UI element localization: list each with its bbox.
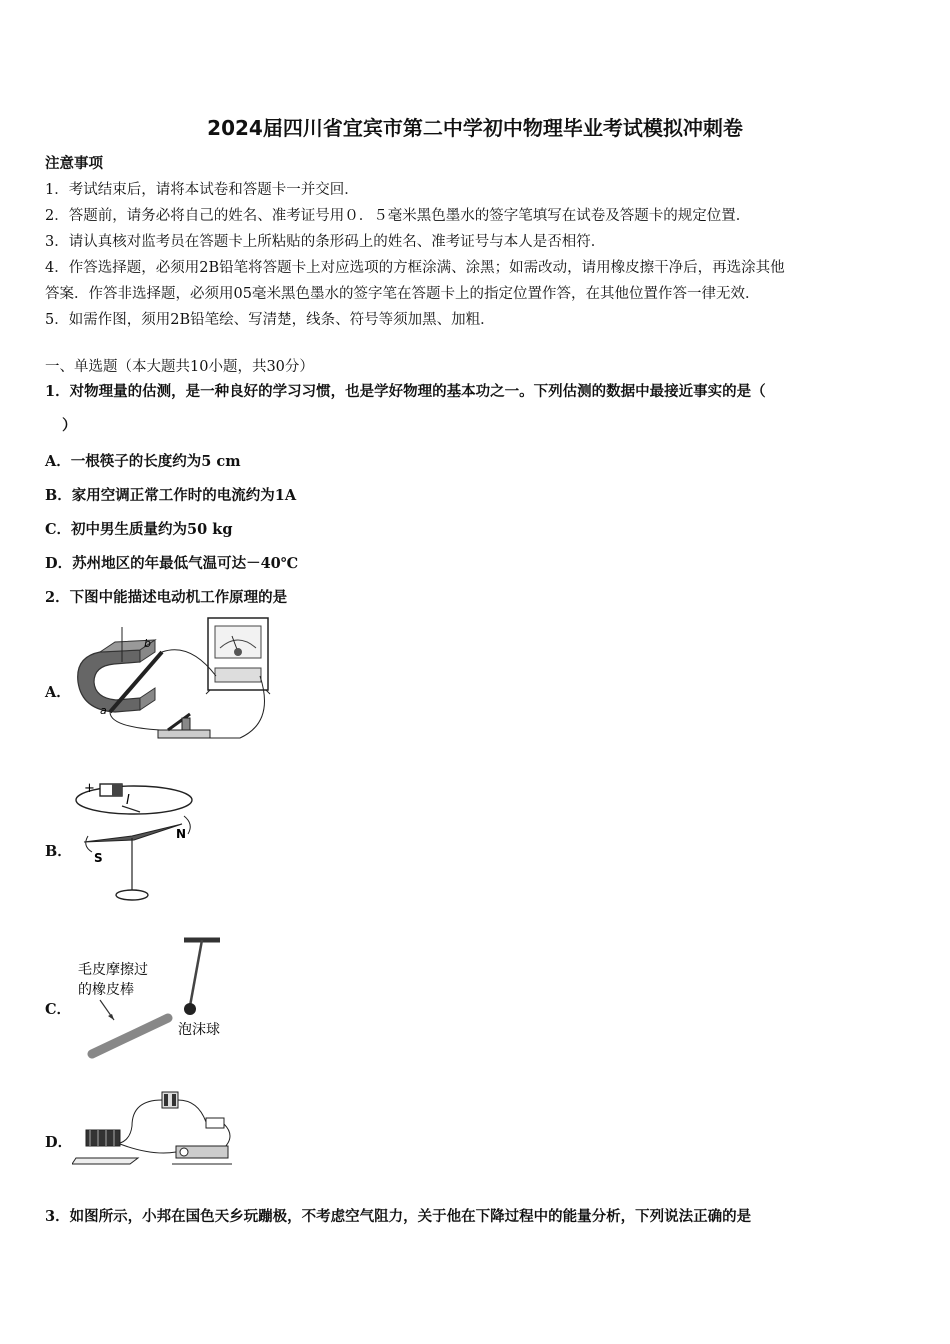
rod-label-line-2: 的橡皮棒 bbox=[78, 982, 134, 998]
rod-label-line-1: 毛皮摩擦过 bbox=[78, 962, 148, 978]
q2-option-c-label: C． bbox=[45, 1001, 72, 1018]
notice-item: 2．答题前，请务必将自己的姓名、准考证号用０．５毫米黑色墨水的签字笔填写在试卷及答题卡的规定位置． bbox=[45, 208, 751, 224]
q1-option-d: D．苏州地区的年最低气温可达－40℃ bbox=[45, 555, 299, 572]
notice-item: 3．请认真核对监考员在答题卡上所粘贴的条形码上的姓名、准考证号与本人是否相符． bbox=[45, 234, 606, 250]
notice-item: 5．如需作图，须用2B铅笔绘、写清楚，线条、符号等须加黑、加粗． bbox=[45, 312, 495, 328]
question-2-stem: 2．下图中能描述电动机工作原理的是 bbox=[45, 589, 288, 606]
q1-option-a: A．一根筷子的长度约为5 cm bbox=[45, 453, 241, 470]
notice-item: 4．作答选择题，必须用2B铅笔将答题卡上对应选项的方框涂满、涂黑；如需改动，请用橡皮擦干净后，再选涂其他 bbox=[45, 260, 785, 276]
q2-figure-d bbox=[72, 1086, 237, 1171]
q1-option-c: C．初中男生质量约为50 kg bbox=[45, 521, 233, 538]
q2-figure-b bbox=[72, 770, 202, 910]
q2-figure-a bbox=[70, 612, 275, 748]
notice-item: 1．考试结束后，请将本试卷和答题卡一并交回． bbox=[45, 182, 359, 198]
question-3-stem: 3．如图所示，小邦在国色天乡玩蹦极，不考虑空气阻力，关于他在下降过程中的能量分析，下列说法正确的是 bbox=[45, 1208, 752, 1225]
question-1-stem-end: ） bbox=[62, 417, 77, 434]
notice-item: 答案．作答非选择题，必须用05毫米黑色墨水的签字笔在答题卡上的指定位置作答，在其他位置作答一律无效． bbox=[45, 286, 760, 302]
section-heading: 一、单选题（本大题共10小题，共30分） bbox=[45, 359, 314, 375]
question-1-stem: 1．对物理量的估测，是一种良好的学习习惯，也是学好物理的基本功之一。下列估测的数据中最接近事实的是（ bbox=[45, 383, 766, 400]
label-b: b bbox=[144, 637, 151, 650]
north-label: N bbox=[176, 827, 187, 841]
ball-label: 泡沫球 bbox=[178, 1022, 220, 1038]
q2-option-b-label: B． bbox=[45, 843, 72, 860]
current-label: I bbox=[126, 793, 130, 808]
label-a: a bbox=[100, 704, 107, 717]
exam-title: 2024届四川省宜宾市第二中学初中物理毕业考试模拟冲刺卷 bbox=[207, 116, 743, 140]
q2-option-a-label: A． bbox=[45, 684, 71, 701]
south-label: S bbox=[94, 851, 103, 865]
q1-option-b: B．家用空调正常工作时的电流约为1A bbox=[45, 487, 297, 504]
plus-sign: + bbox=[84, 781, 95, 796]
q2-option-d-label: D． bbox=[45, 1134, 73, 1151]
q2-figure-c bbox=[74, 932, 234, 1067]
notice-heading: 注意事项 bbox=[45, 155, 103, 172]
